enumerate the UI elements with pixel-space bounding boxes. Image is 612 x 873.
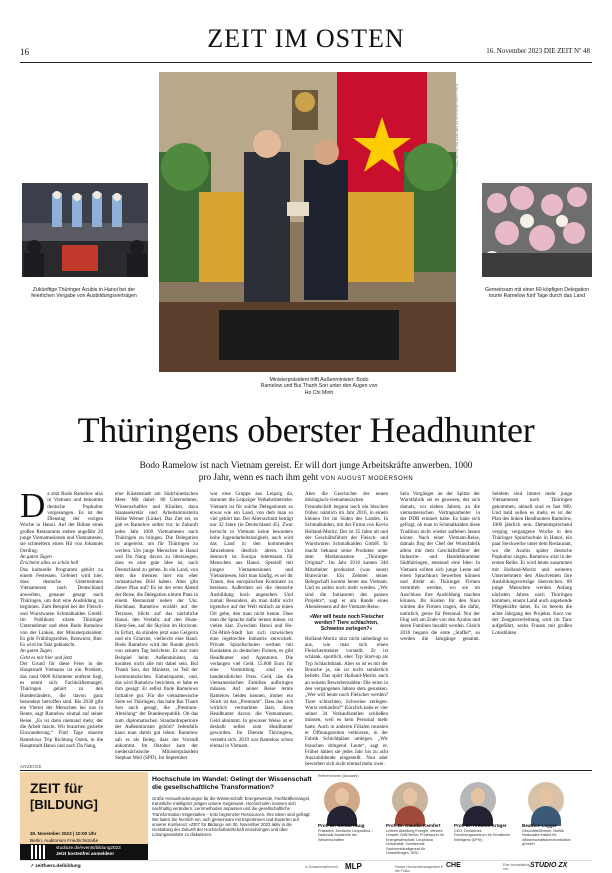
photo-azubi-ceremony	[22, 183, 148, 277]
avatar	[392, 782, 428, 818]
photo-credit: Fotos: August Modersohn für DIE ZEIT; Bui Van Hai/VNA (r.)	[455, 84, 459, 173]
ad-speakers-label: Referent:innen (Auswahl)	[318, 774, 359, 778]
ad-title: Hochschule im Wandel: Gelingt der Wissenschaft die gesellschaftliche Transformation?	[152, 776, 312, 791]
ad-date: 30. November 2023 | 10:00 Uhr	[30, 831, 97, 836]
ad-partner-label: Partner Hochschulmanagement in den Fokus	[395, 865, 444, 873]
subhead-text: Bodo Ramelow ist nach Vietnam gereist. Er will dort junge Arbeitskräfte anwerben. 1000 pro Jahr, wenn es nach ihm geht	[139, 461, 473, 483]
article-column-2	[115, 491, 198, 762]
article-column-5	[400, 491, 572, 762]
dateline: 16. November 2023 DIE ZEIT Nº 48	[486, 47, 590, 55]
ad-event-label: Eine Veranstaltung von	[503, 863, 530, 871]
ad-logo-line2: [BILDUNG]	[30, 797, 98, 812]
lyric-line: Geht es mir hier und jetzt	[20, 654, 72, 661]
col4-para2: Holland-Moritz sitzt nicht unbedingt so aus, wie man sich einen Fleischermeister vorstellt. Er ist schlank, sportlich, eher Typ Start-up als Typ Schlachtbank. Aber so ist es mit der Branche ja, sie ist nicht sonderlich beliebt. Das spürt Holland-Moritz auch an seinem Bewerberzahlen: Die seien in den vergangenen Jahren stets gesunken. „Wer will heute noch Fleischer werden? Tiere schlachten, Schweine zerlegen. Wurst verkaufen?“ Kürzlich habe er vier seiner 34 Verkaufsstellen schließen müssen, weil es kein Personal mehr hatte. Auch in anderen Filialen mussten er Öffnungszeiten verkürzen, in der Fabrik Schichtpläne umlegen. „Wir brauchen dringend Leute“, sagt er. Früher hätten sie jedes Jahr bis zu acht Auszubildende eingestellt. Nun aber bewerben sich nicht einmal mehr zwei.	[305, 635, 388, 768]
ad-register-url[interactable]: studioze.de/events/bildung2023	[56, 845, 121, 850]
che-logo: CHE	[446, 862, 461, 869]
photo-ramelow-handshake	[159, 72, 456, 372]
caption-main: Ministerpräsident trifft Außenminister: Bodo Ramelow und Bui Thanh Son unter den Augen von Ho Chi Minh	[260, 377, 378, 396]
caption-right: Gemeinsam mit einer 60-köpfigen Delegation tourte Ramelow fünf Tage durch das Land	[484, 287, 590, 300]
speaker-name: Prof. Dr. Gerald Haug	[318, 823, 365, 828]
author-byline: VON AUGUST MODERSOHN	[320, 476, 414, 482]
drop-cap: D	[20, 486, 46, 525]
lyric-line: Erscheint alles so schön hell	[20, 560, 79, 567]
col1-para2: Das kulturelle Programm gehört zu einem Festessen. Gefeiert wird hier, dass deutsche Unternehmen Vietnamesen nach Deutschland anwerben, genauer gesagt nach Thüringen, um dort eine Ausbildung zu beginnen. Zum Beispiel bei der Fleisch- und Wurstwaren Schmalkalden GmbH. Im Publikum sitzen Thüringer Unternehmer und eben Bodo Ramelow von der Linken, der Ministerpräsident. Es gibt Frühlingsrollen, Bratwurst, Bier. Es wird im Takt geklatscht.	[20, 566, 103, 649]
col3-text: war eine Gruppe aus Leipzig da, darunter die Leipziger Verkehrsbetriebe. Vietnam ist für solche Delegationen so etwas wie ein Land, von dem man so viel gehört hat. Der Altersschnitt beträgt nur 32 Jahre (in Deutschland 45). Zwar herrscht in Vietnam keine besonders hohe Jugendarbeitslosigkeit, auch wird das Land in den kommenden Jahrzehnten deutlich altern. Und dennoch ist Europa interessant für Menschen aus Hanoi. Speziell mit jungen Vietnamesinnen und Vietnamesen, hört man häufig, es sei ihr Traum, den europäischen Kontinent zu bereisen. Außerdem sei die deutsche Ausbildung hoch angesehen. Und zumal: Besonders, als man dafür nicht irgendwo auf der Welt einfach an einen Ort gehe, den man nicht kenne. Dass man die Sprache dafür lernen müsse, ist vielen klar. Zwischen Hanoi und Ho-Chi-Minh-Stadt hat sich inzwischen eine regelrechte Industrie entwickelt. Private Sprachschulen werben mit Kontakten zu deutschen Firmen, es gibt Headhunter und Agenturen. Die verlangen viel Geld. 15.000 Euro für eine Vermittlung sind ein handelsüblicher Preis. Geld, das die vietnamesischen Familien aufbringen müssen. Auf seiner Reise lernte Ramelow beides kennen, immer ein Stück ist das „Premium“. Dass das sich wirklich vermarkten lässt, diese Headhunter davon: die Vietnamesen, Geld abnimmt. In gewisser Weise ist er deshalb selbst zum Headhunter geworden. Im Dienste Thüringens, versteht sich. 2019 war Ramelow schon einmal in Vietnam.	[210, 491, 293, 749]
page-number: 16	[20, 47, 29, 57]
lyric-line: An guten Tagen	[20, 553, 52, 560]
caption-left: Zukünftige Thüringer Azubis in Hanoi bei der feierlichen Vergabe von Ausbildungsverträgen	[31, 287, 137, 300]
article-headline: Thüringens oberster Headhunter	[77, 410, 535, 450]
avatar	[460, 782, 496, 818]
arrow-icon: ➚	[30, 864, 36, 869]
ad-logo-line1: ZEIT für	[30, 780, 83, 796]
ad-label: ANZEIGE	[20, 764, 42, 769]
speaker-role: Leiterin Abteilung Energie, Verkehr, Umwelt, DIW Berlin; Professorin für Energiewirtschaft, Leuphana Universität; Vorsitzende Sachverständigenrat für Umweltfragen, SRU	[386, 829, 444, 856]
col1-para1: a sitzt Bodo Ramelow also in Vietnam und bekommt deutsche Popkultur vorgesungen. Es ist der Dienstag der vorigen Woche in Hanoi. Auf der Bühne eines großen Restaurants stehen ungefähr 20 junge Vietnamesinnen und Vietnamesen, sie schmettern einen Hit von Johannes Oerding:	[20, 491, 103, 554]
ad-rule	[20, 770, 592, 771]
ad-footer-rule	[20, 860, 592, 861]
article-column-3	[210, 491, 293, 762]
header-rule	[20, 62, 592, 63]
ad-register-cta[interactable]: Jetzt kostenfrei anmelden!	[56, 851, 114, 856]
speaker-name: Prof. Dr. Claudia Kemfert	[386, 823, 441, 828]
ad-text: Große Herausforderungen für die Wissenschaft: Energiewende, Fachkräftemangel, Künstliche Intelligenz prägen unsere Gegenwart. Hochschulen müssen sich nachhaltig verändern. Lernmethoden anpassen und die gesellschaftliche Transformation mitgestalten – trotz begrenzter Ressourcen. Ihre Ideen sind gefragt: Wir laden Sie herzlich ein, sich gemeinsam mit Expertinnen und Experten auf unserer Konferenz »ZEIT für Bildung« am 30. November 2023 aktiv in die Gestaltung der Zukunft der Hochschullandschaft einzubringen und über Lösungsansätze zu diskutieren.	[152, 796, 311, 838]
col4-para1: Aber die Geschichte der neuen thüringisch-vietnamesischen Freundschaft begann noch ein bisschen früher, nämlich im Jahr 2016, in einem kleinen Ort im Süden des Landes. In Schmalkalden, mit der Firma von Kevin Holland-Moritz. Der ist 35 Jahre alt und der Geschäftsführer der Fleisch- und Wurstwaren Schmalkalden GmbH. Er macht bekannt seine Produkte unter dem Markennamen „Thüringer Original“. Im Jahr 2016 kamen 340 Mitarbeiter produziert (was sonst) Bratwürste. Ein Zehntel seiner Belegschaft kommt heute aus Vietnam. Und es sollen noch mehr werden. „Wir sind die Initiatoren des ganzen Projekts“, sagt er am Rande eines Abendessens auf der Vietnam-Reise.	[305, 491, 388, 611]
col5-text: Sein Vorgänger an der Spitze der Wurstfabrik sei es gewesen, der sich damals, vor sieben Jahren, an die vietnamesischen Vertragsarbeiter in der DDR erinnert habe. Es habe sich gefragt, ob man in Schmalkalden diese Tradition nicht wieder aufleben lassen könne. Nach einer Vietnam-Reise, damals flog der Chef der Wurstfabrik allein mit dem Geschäftsführer der Industrie- und Handelskammer Südthüringen, entstand eine Idee: In Vietnam sollten sich junge Leute auf einen Sprachkurs bewerben können und direkt an Thüringer Firmen vermittelt werden, wo sie im Anschluss ihre Ausbildung machen können. Ihr Kosten für den Kurs würden die Firmen tragen, die dafür, natürlich, gerne für Personal. Nur der Flug soll am Ende von den Azubis und deren Familien bezahlt werden. Gleich 2016 begann die erste „Staffel“, so werden die Jahrgänge genannt. Seitdem sind immer mehr junge Vietnamesen nach Thüringen gekommen, aktuell sind es fast 800. Und bald sollen es mehr, es ist der Plan des linken Headhunters Ramelow, 1000 jährlich sein. Dementsprechend verging vergangene Woche in den Thüringer Sprachschule in Hanoi, ein paar Steckwerke unter dem Restaurant, wo die Azubis später deutsche Popkultur singen. Ramelow sitzt in der ersten Reihe. Er wird heute zusammen mit Holland-Moritz und weiteren Unternehmern den Absolventen ihre Ausbildungsverträge überreichen. 80 junge Menschen werden Anfang nächsten Jahres nach Thüringen kommen, einem Land auch angehende Pflegekräfte dabei. Es ist bereits die achte Jahrgang des Projekts. Kurz vor der Zeugnisverleihung wird im Tanz aufgeführt, sechs Frauen mit großen Lotusblüten	[400, 491, 572, 642]
col2-text: eine Küstenstadt am Südchinesischen Meer. Mit dabei: 80 Unternehmer, Wissenschaftler und Kliniker, dazu Staatssekretär und Arbeitsministerin Heike Werner (Linke). Das Ziel sei, so gab es Ramelow selbst vor, in Zukunft jedes Jahr 1000 Vietnamesen nach Thüringen zu bringen. Die Delegation ist angereist, um für Thüringen zu werben. Um junge Menschen in Hanoi und Da Nang davon zu überzeugen, dass es eine gute Idee ist, nach Deutschland zu gehen. In ein Land, von dem die meisten hier ein eher romantisches Bild haben. Aber gibt dieser Plan auf? Es ist der erste Abend der Reise, die Delegation nimmt Platz in einem Restaurant neben der Uni. Hochhaus Ramelow erzählt auf der Terrasse, blickt auf das nächtliche Hanoi, den Verkehr, auf den Hoan-Kiem-See, auf die Skyline im Horizont. In Erfurt, da stünden jetzt eine Geigerin und ein Gitarrist, vielleicht eine Band. Bodo Ramelow wird der Runde gleich von seinem Tag berichten. Er war zum Beispiel beim Außenminister, da konnten nicht alle mit dabei sein. Bui Thanh Son, der Minister, ist Teil der kommunistischen Einheitspartei, und, das wird Ramelow berichten, er habe es ihm gesagt: Er selbst finde Ramelows Initiative gut. Für die vietnamesische Seite sei Thüringen, das habe Bui Thanh Son auch gesagt, die „Premium-Abteilung“ der Bundesrepublik. Ob das zum diplomatischen Standardrepertoire der Außenminister gehört? Jedenfalls kann man damit gut leben: Ramelow sah es als Beleg, dass der Vorstoß ankommt. Im Oktober kam der niedersächsische Ministerpräsident Stephan Weil (SPD). Im September	[115, 491, 198, 762]
ad-url-link[interactable]	[30, 864, 81, 869]
photo-delegation-flowers	[482, 183, 592, 277]
ad-url-text: zeitfuerx.de/bildung	[35, 864, 81, 869]
lyric-line: An guten Tagen	[20, 648, 52, 655]
studio-zx-logo: STUDIO ZX	[530, 862, 568, 869]
speaker-role: Geschäftsführerin, NaWik Nationales Institut für Wissenschaftskommunikation gGmbH	[522, 829, 571, 847]
speaker-role: Präsident, Deutsche Leopoldina – Nationale Akademie der Wissenschaften	[318, 829, 374, 842]
masthead: ZEIT IM OSTEN	[207, 24, 405, 53]
avatar	[528, 782, 564, 818]
article-column-1	[20, 486, 103, 762]
pull-quote: »Wer will heute noch Fleischer werden? Tiere schlachten, Schweine zerlegen?«	[309, 613, 384, 633]
speaker-name: Beatrice Lugger	[522, 823, 557, 828]
speaker-role: CEO, Deutsches Forschungszentrum für Künstliche Intelligenz (DFKI)	[454, 829, 510, 842]
mlp-logo: MLP	[345, 862, 362, 871]
col1-para3: Der Grund für diese Feier in der Hauptstadt Vietnams ist ein Problem, das rund 9000 Kilometer entfernt liegt, es nennt sich: Fachkräftemangel. Thüringen gehört zu den Bundesländern, die davon ganz besonders betroffen sind. Bis 2030 gibt ein Viertel der Menschen bei uns in Rente, sagt Ramelow einmal auf seiner Reise. „Es ist dann niemand mehr, der die Arbeit macht. Wir brauchen gezielte Einwanderung.“ Fünf Tage dauerte Ramelows Trip Richtung Osten, in die Hauptstadt Hanoi und nach Da Nang,	[20, 661, 103, 749]
avatar	[324, 782, 360, 818]
qr-code-icon	[31, 845, 45, 859]
article-column-4	[305, 491, 388, 768]
ad-place: Berlin, Auditorium Friedrichstraße	[30, 838, 99, 843]
speaker-name: Prof. Dr. Antonio Krüger	[454, 823, 507, 828]
ad-coop-label: In Zusammenarbeit mit	[305, 865, 338, 869]
article-subhead	[135, 460, 477, 485]
